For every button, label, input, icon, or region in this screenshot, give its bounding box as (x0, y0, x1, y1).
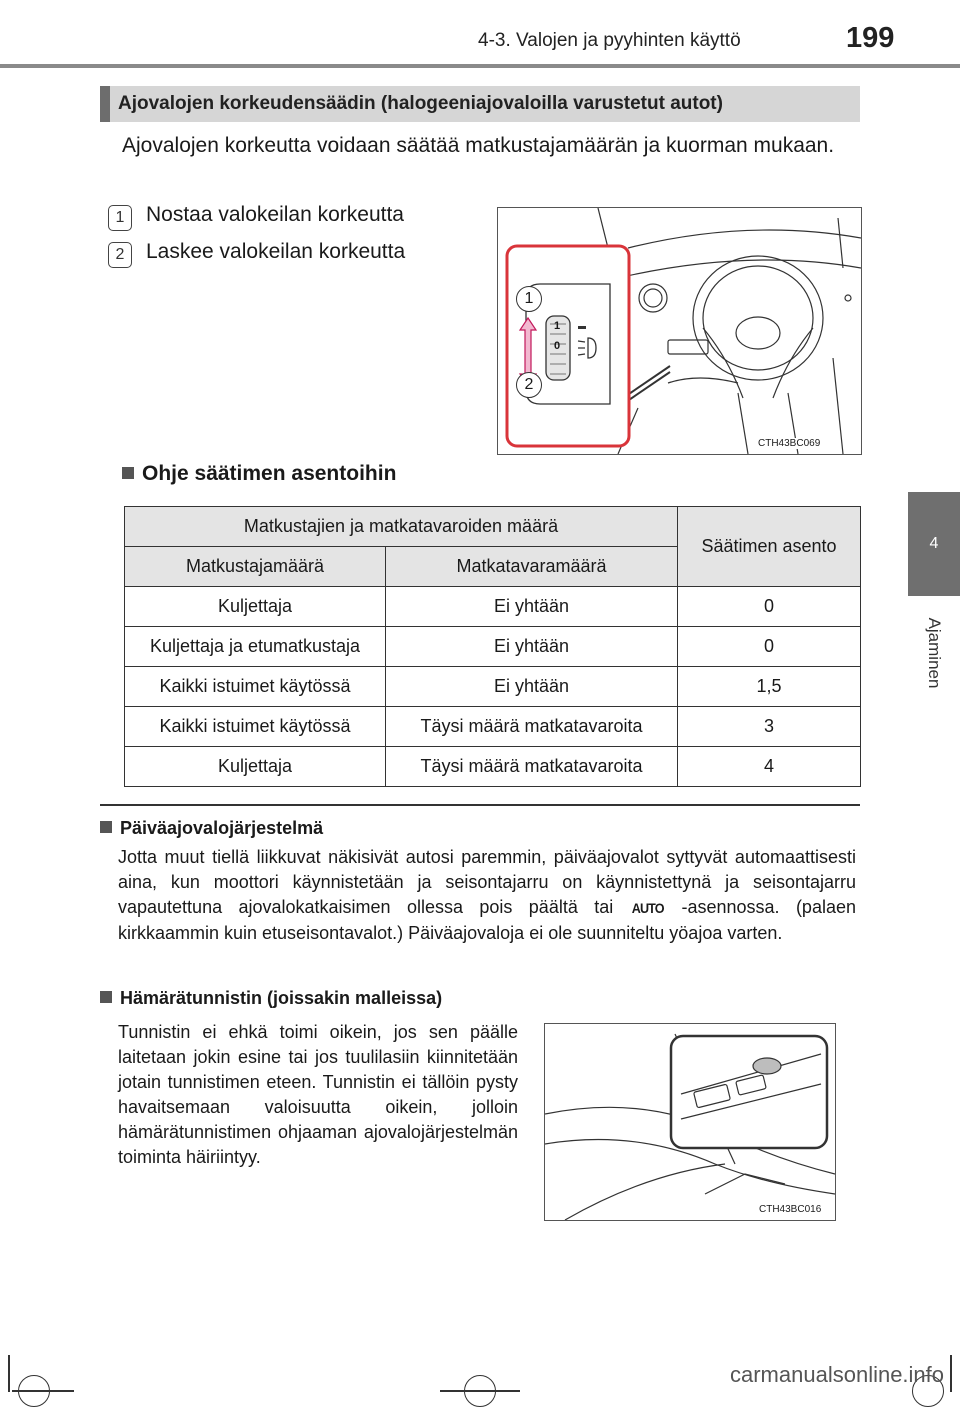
sensor-icon (753, 1058, 781, 1074)
table-cell-luggage: Ei yhtään (386, 627, 678, 667)
table-cell-luggage: Täysi määrä matkatavaroita (386, 747, 678, 787)
item-text-1: Nostaa valokeilan korkeutta (146, 203, 404, 226)
crop-mark (12, 1390, 74, 1392)
table-group-header: Matkustajien ja matkatavaroiden määrä (125, 507, 678, 547)
dial-mark-1: 1 (554, 320, 561, 332)
table-cell-position: 3 (678, 707, 861, 747)
crop-mark (8, 1355, 10, 1392)
crop-mark (440, 1390, 520, 1392)
table-header-passengers: Matkustajamäärä (125, 547, 386, 587)
table-cell-passengers: Kuljettaja (125, 747, 386, 787)
section-divider (100, 804, 860, 806)
positions-table (124, 506, 861, 787)
sensor-heading (100, 988, 442, 1009)
section-intro: Ajovalojen korkeutta voidaan säätää matkustajamäärän ja kuorman mukaan. (122, 134, 835, 157)
drl-text-before: Jotta muut tiellä liikkuvat näkisivät autosi paremmin, päiväajovalot syttyvät automaattisesti aina, kun moottori käynnistetään ja seisontajarru on käynnistettynä ja seisontajarru vapautettuna ajovalokatkaisimen ollessa pois päältä tai (118, 847, 856, 917)
drl-heading (100, 818, 323, 839)
dashboard-illustration (498, 208, 861, 454)
table-cell-position: 1,5 (678, 667, 861, 707)
callout-1: 1 (516, 286, 542, 312)
crop-mark (950, 1355, 952, 1392)
table-header-luggage: Matkatavaramäärä (386, 547, 678, 587)
figure-light-sensor (544, 1023, 836, 1221)
table-row (125, 587, 861, 627)
auto-position-mark: AUTO (631, 900, 664, 916)
table-cell-passengers: Kaikki istuimet käytössä (125, 667, 386, 707)
figure-headlight-leveler (497, 207, 862, 455)
table-cell-position: 0 (678, 587, 861, 627)
table-cell-luggage: Ei yhtään (386, 587, 678, 627)
callout-2: 2 (516, 372, 542, 398)
bullet-square-icon (100, 991, 112, 1003)
table-header-position: Säätimen asento (678, 507, 861, 587)
table-row (125, 667, 861, 707)
item-number-1: 1 (108, 205, 132, 231)
page-number: 199 (846, 22, 895, 54)
table-header-row (125, 507, 861, 547)
table-cell-luggage: Täysi määrä matkatavaroita (386, 707, 678, 747)
drl-heading-text: Päiväajovalojärjestelmä (120, 818, 324, 838)
drl-text-after: -asennossa. (palaen kirkkaammin kuin etuseisontavalot.) Päiväajovaloja ei ole suunniteltu yöajoa varten. (118, 897, 856, 943)
table-cell-position: 0 (678, 627, 861, 667)
drl-paragraph (118, 845, 856, 946)
section-bar-accent (100, 86, 110, 122)
sensor-paragraph: Tunnistin ei ehkä toimi oikein, jos sen päälle laitetaan jokin esine tai jos tuulilasiin kiinnitetään jotain tunnistimen eteen. Tunnistin ei tällöin pysty havaitsemaan valoisuutta oikein, jolloin hämärätunnistimen ohjaaman ajovalojärjestelmän toiminta häiriintyy. (118, 1022, 518, 1167)
guide-heading (122, 462, 396, 486)
item-text-2: Laskee valokeilan korkeutta (146, 240, 406, 263)
figure1-code: CTH43BC069 (758, 438, 821, 449)
header-divider (0, 64, 960, 68)
table-row (125, 747, 861, 787)
sensor-illustration (545, 1024, 835, 1220)
chapter-label-text: Ajaminen (925, 617, 944, 689)
header-section-title: 4-3. Valojen ja pyyhinten käyttö (478, 30, 741, 51)
guide-heading-text: Ohje säätimen asentoihin (142, 462, 397, 485)
section-title: Ajovalojen korkeudensäädin (halogeeniajovaloilla varustetut autot) (118, 93, 723, 114)
bullet-square-icon (122, 467, 134, 479)
bullet-square-icon (100, 821, 112, 833)
chapter-label (912, 608, 956, 698)
section-title-bar (100, 86, 860, 122)
figure2-code: CTH43BC016 (759, 1204, 822, 1215)
sensor-heading-text: Hämärätunnistin (joissakin malleissa) (120, 988, 443, 1008)
chapter-tab: 4 (908, 492, 960, 596)
table-cell-passengers: Kuljettaja ja etumatkustaja (125, 627, 386, 667)
table-row (125, 707, 861, 747)
dial-mark-0: 0 (554, 340, 561, 352)
table-cell-luggage: Ei yhtään (386, 667, 678, 707)
watermark: carmanualsonline.info (730, 1362, 945, 1387)
item-number-2: 2 (108, 242, 132, 268)
table-cell-position: 4 (678, 747, 861, 787)
table-cell-passengers: Kuljettaja (125, 587, 386, 627)
table-row (125, 627, 861, 667)
table-cell-passengers: Kaikki istuimet käytössä (125, 707, 386, 747)
